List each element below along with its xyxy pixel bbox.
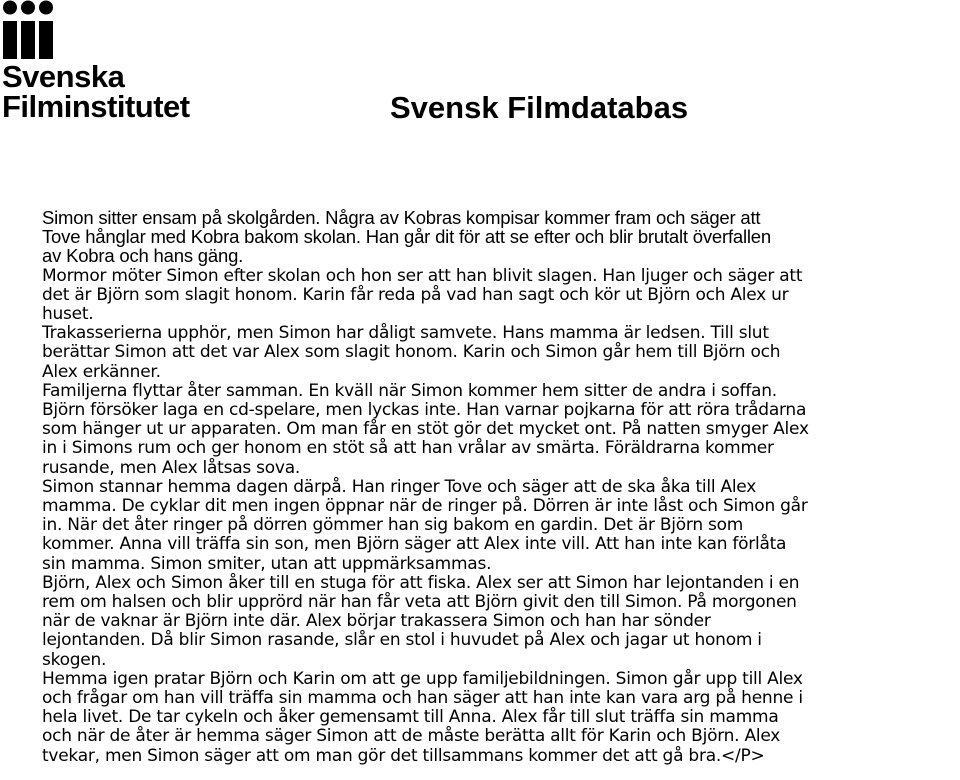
- synopsis-line: mamma. De cyklar dit men ingen öppnar när de ringer på. Dörren är inte låst och Simon går: [42, 496, 808, 517]
- logo-dot-3: [39, 1, 53, 15]
- logo-bar-3: [39, 21, 53, 59]
- synopsis-line: hela livet. De tar cykeln och åker gemensamt till Anna. Alex får till slut träffa sin mamma: [42, 707, 779, 728]
- synopsis-line: lejontanden. Då blir Simon rasande, slår en stol i huvudet på Alex och jagar ut honom i: [42, 630, 762, 651]
- logo-wordmark: [2, 59, 190, 124]
- synopsis-line: som hänger ut ur apparaten. Om man får en stöt gör det mycket ont. På natten smyger Alex: [42, 419, 809, 440]
- logo-dot-1: [3, 1, 17, 15]
- synopsis-line: tvekar, men Simon säger att om man gör det tillsammans kommer det att gå bra.</P>: [42, 745, 765, 766]
- synopsis-line: in i Simons rum och ger honom en stöt så att han vrålar av smärta. Föräldrarna kommer: [42, 438, 774, 459]
- logo-bar-2: [21, 21, 35, 59]
- synopsis-line: kommer. Anna vill träffa sin son, men Björn säger att Alex inte vill. Att han inte kan förlåta: [42, 534, 787, 555]
- synopsis-line: Mormor möter Simon efter skolan och hon ser att han blivit slagen. Han ljuger och säger att: [42, 265, 803, 286]
- synopsis-line: Familjerna flyttar åter samman. En kväll när Simon kommer hem sitter de andra i soffan.: [42, 380, 777, 401]
- synopsis-line: och frågar om han vill träffa sin mamma och han säger att han inte kan vara arg på henne i: [42, 688, 803, 709]
- synopsis-line: Hemma igen pratar Björn och Karin om att ge upp familjebildningen. Simon går upp till Alex: [42, 668, 803, 689]
- synopsis-line: rem om halsen och blir upprörd när han får veta att Björn givit den till Simon. På morgonen: [42, 592, 797, 613]
- synopsis-line: Simon stannar hemma dagen därpå. Han ringer Tove och säger att de ska åka till Alex: [42, 476, 757, 497]
- synopsis-line: rusande, men Alex låtsas sova.: [42, 457, 301, 478]
- logo-dots-icon: [2, 0, 54, 60]
- site-title: Svensk Filmdatabas: [390, 90, 689, 125]
- synopsis-line: av Kobra och hans gäng.: [42, 245, 244, 267]
- synopsis-line: skogen.: [42, 649, 107, 670]
- synopsis-line: Trakasserierna upphör, men Simon har dåligt samvete. Hans mamma är ledsen. Till slut: [42, 323, 769, 344]
- logo-bar-1: [3, 21, 17, 59]
- logo-dot-2: [21, 1, 35, 15]
- synopsis-text: [42, 208, 960, 766]
- synopsis-line: det är Björn som slagit honom. Karin får reda på vad han sagt och kör ut Björn och Alex ur: [42, 284, 789, 305]
- synopsis-line: när de vaknar är Björn inte där. Alex börjar trakassera Simon och han har sönder: [42, 611, 711, 632]
- synopsis-line: Simon sitter ensam på skolgården. Några av Kobras kompisar kommer fram och säger att: [42, 207, 761, 228]
- synopsis-line: Björn försöker laga en cd-spelare, men lyckas inte. Han varnar pojkarna för att röra trådarna: [42, 400, 807, 421]
- synopsis-line: Björn, Alex och Simon åker till en stuga för att fiska. Alex ser att Simon har lejontanden i en: [42, 572, 800, 593]
- logo-line-2: Filminstitutet: [2, 89, 190, 124]
- synopsis-line: berättar Simon att det var Alex som slagit honom. Karin och Simon går hem till Björn och: [42, 342, 781, 363]
- synopsis-line: in. När det åter ringer på dörren gömmer han sig bakom en gardin. Det är Björn som: [42, 515, 744, 536]
- svenska-filminstitutet-logo[interactable]: [2, 0, 202, 128]
- logo-line-1: Svenska: [2, 59, 125, 94]
- synopsis-line: Alex erkänner.: [42, 361, 161, 382]
- synopsis-line: sin mamma. Simon smiter, utan att uppmärksammas.: [42, 553, 492, 574]
- synopsis-line: och när de åter är hemma säger Simon att de måste berätta allt för Karin och Björn. Alex: [42, 726, 781, 747]
- synopsis-line: Tove hånglar med Kobra bakom skolan. Han går dit för att se efter och blir brutalt överfallen: [42, 226, 771, 248]
- synopsis-line: huset.: [42, 304, 94, 325]
